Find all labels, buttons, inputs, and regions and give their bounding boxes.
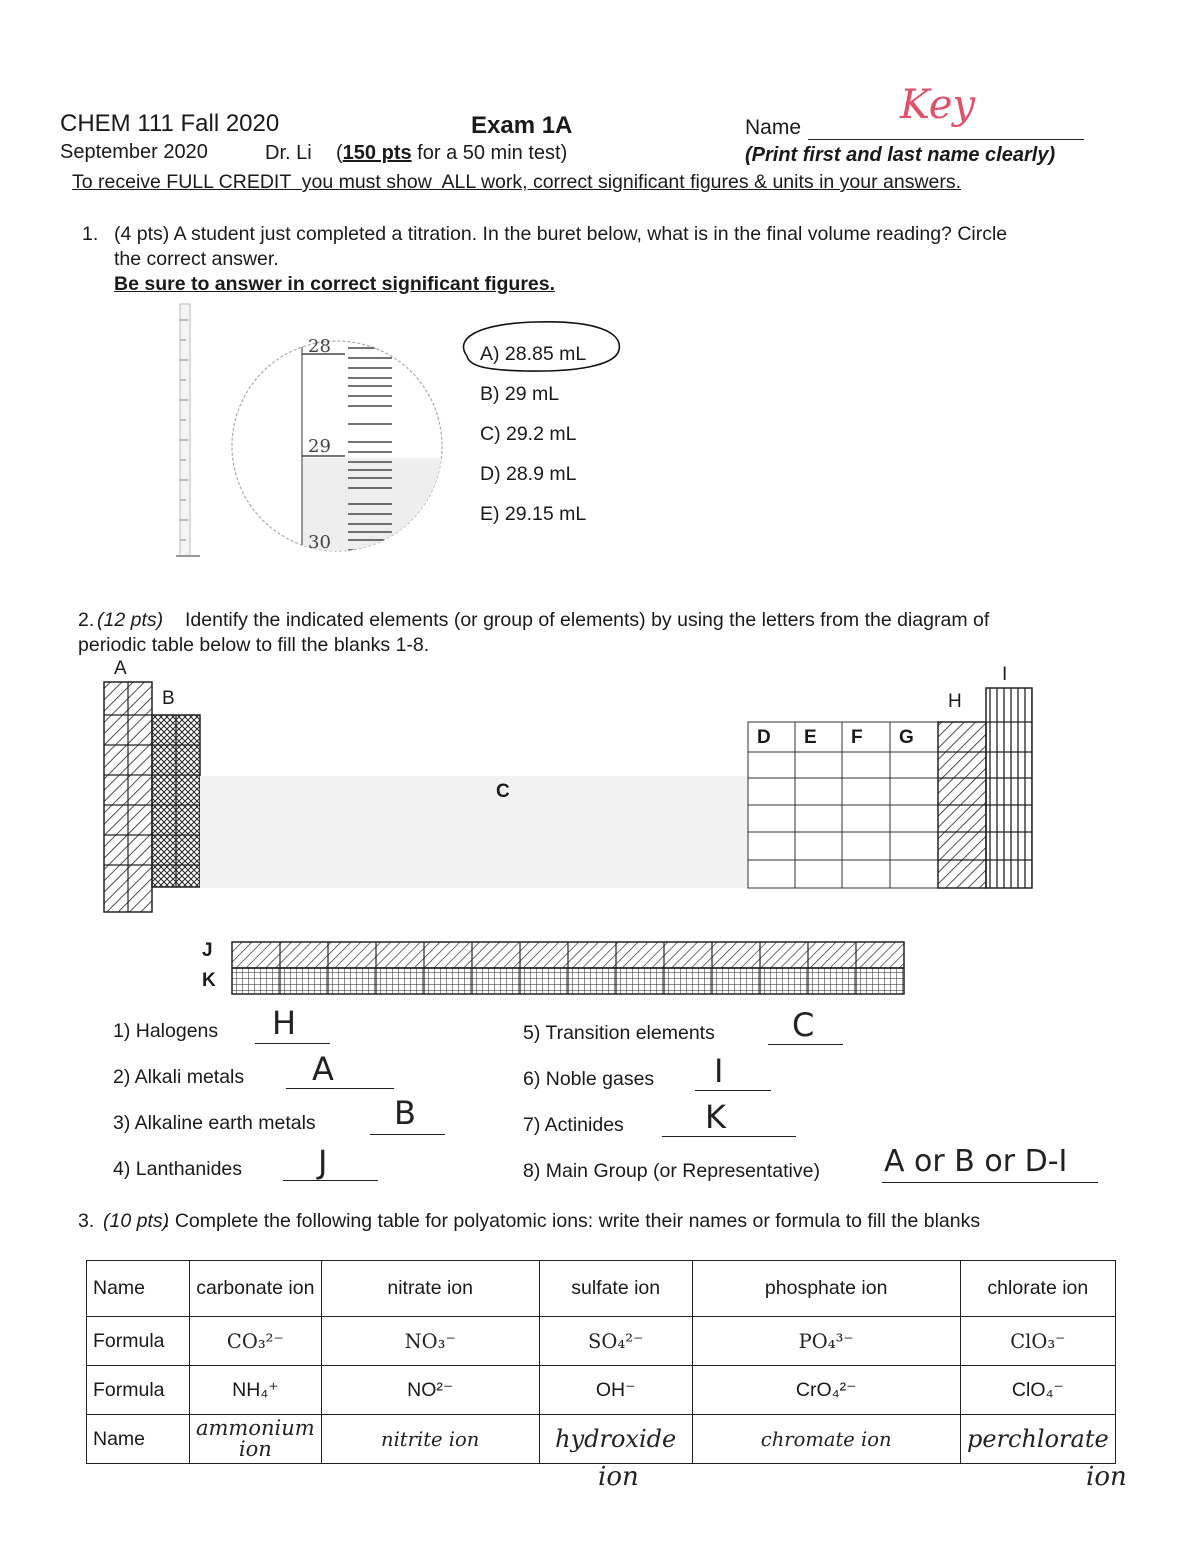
- row-head-formula: Formula: [87, 1366, 190, 1415]
- item-transition-answer[interactable]: C: [792, 1006, 815, 1044]
- buret-label-30: 30: [308, 532, 331, 553]
- q3-number: 3.: [78, 1210, 95, 1232]
- item-halogens-label: 1) Halogens: [113, 1020, 219, 1042]
- name-answer-cell[interactable]: perchlorate: [960, 1415, 1115, 1464]
- hydroxide-ion-overflow: ion: [598, 1462, 639, 1492]
- choice-c[interactable]: C) 29.2 mL: [480, 423, 577, 445]
- table-row: [87, 1261, 1116, 1317]
- item-alkaline-earth-answer[interactable]: B: [394, 1094, 416, 1132]
- buret-label-28: 28: [308, 336, 331, 357]
- exam-title: Exam 1A: [471, 112, 573, 139]
- item-noble-label: 6) Noble gases: [523, 1068, 655, 1090]
- pt-label-e: E: [804, 727, 817, 748]
- perchlorate-ion-overflow: ion: [1086, 1462, 1127, 1492]
- points-note: (150 pts for a 50 min test): [336, 142, 568, 164]
- q2-points: (12 pts): [97, 609, 164, 631]
- item-actinides-blank: [662, 1136, 796, 1137]
- item-transition-blank: [768, 1044, 843, 1045]
- name-answer-cell[interactable]: nitrite ion: [321, 1415, 539, 1464]
- item-alkali-blank: [286, 1088, 394, 1089]
- item-transition-label: 5) Transition elements: [523, 1022, 715, 1044]
- q2-text: Identify the indicated elements (or group of elements) by using the letters from the diagram of periodic table below to fill the blanks 1-8.: [78, 609, 990, 656]
- row-head-name: Name: [87, 1415, 190, 1464]
- name-answer-cell[interactable]: hydroxide: [539, 1415, 692, 1464]
- buret-magnified-view: [230, 318, 445, 558]
- pt-label-g: G: [899, 727, 914, 748]
- formula-answer-cell[interactable]: PO₄³⁻: [692, 1317, 960, 1366]
- table-row: [87, 1415, 1116, 1464]
- buret-label-29: 29: [308, 436, 331, 457]
- ion-name-cell: phosphate ion: [692, 1261, 960, 1317]
- formula-answer-cell[interactable]: NO₃⁻: [321, 1317, 539, 1366]
- item-halogens-answer[interactable]: H: [272, 1004, 297, 1042]
- item-alkaline-earth-label: 3) Alkaline earth metals: [113, 1112, 316, 1134]
- item-lanthanides-label: 4) Lanthanides: [113, 1158, 243, 1180]
- formula-answer-cell[interactable]: CO₃²⁻: [190, 1317, 322, 1366]
- ion-name-cell: sulfate ion: [539, 1261, 692, 1317]
- choice-e[interactable]: E) 29.15 mL: [480, 503, 587, 525]
- instructor: Dr. Li: [265, 142, 312, 164]
- pt-label-a: A: [114, 658, 127, 679]
- row-head-name: Name: [87, 1261, 190, 1317]
- exam-date: September 2020: [60, 141, 208, 163]
- name-value-key: Key: [900, 82, 976, 128]
- row-head-formula: Formula: [87, 1317, 190, 1366]
- pt-label-b: B: [162, 688, 175, 709]
- choice-b[interactable]: B) 29 mL: [480, 383, 560, 405]
- periodic-table-diagram: [98, 660, 1038, 1000]
- q1-text: (4 pts) A student just completed a titration. In the buret below, what is in the final volume reading? Circle the correct answer.: [114, 223, 1008, 270]
- item-main-group-label: 8) Main Group (or Representative): [523, 1160, 820, 1182]
- item-actinides-answer[interactable]: K: [705, 1098, 726, 1136]
- pt-label-h: H: [948, 691, 962, 712]
- formula-cell: CrO₄²⁻: [692, 1366, 960, 1415]
- item-actinides-label: 7) Actinides: [523, 1114, 624, 1136]
- pt-label-f: F: [851, 727, 863, 748]
- q2-number: 2.: [78, 609, 95, 631]
- credit-note: To receive FULL CREDIT you must show ALL work, correct significant figures & units in your answers.: [72, 171, 962, 193]
- formula-answer-cell[interactable]: SO₄²⁻: [539, 1317, 692, 1366]
- formula-cell: OH⁻: [539, 1366, 692, 1415]
- q3-text: . Complete the following table for polyatomic ions: write their names or formula to fill the blanks: [164, 1210, 981, 1232]
- item-main-group-answer[interactable]: A or B or D-I: [884, 1144, 1068, 1179]
- pt-label-c: C: [496, 781, 510, 802]
- q1-emphasis: Be sure to answer in correct significant figures.: [114, 273, 556, 295]
- pt-label-j: J: [202, 940, 213, 961]
- pt-label-k: K: [202, 970, 216, 991]
- name-line: [808, 139, 1084, 140]
- item-noble-blank: [695, 1090, 771, 1091]
- print-note: (Print first and last name clearly): [745, 144, 1056, 166]
- formula-cell: NH₄⁺: [190, 1366, 322, 1415]
- q1-number: 1.: [82, 223, 99, 245]
- item-alkaline-earth-blank: [370, 1134, 445, 1135]
- choice-a[interactable]: A) 28.85 mL: [480, 343, 587, 365]
- table-row: [87, 1317, 1116, 1366]
- item-alkali-label: 2) Alkali metals: [113, 1066, 245, 1088]
- pt-label-d: D: [757, 727, 771, 748]
- name-answer-cell[interactable]: chromate ion: [692, 1415, 960, 1464]
- ion-name-cell: carbonate ion: [190, 1261, 322, 1317]
- item-main-group-blank: [882, 1182, 1098, 1183]
- name-answer-cell[interactable]: ammonium ion: [190, 1415, 322, 1464]
- polyatomic-ion-table: [86, 1260, 1116, 1464]
- table-row: [87, 1366, 1116, 1415]
- formula-answer-cell[interactable]: ClO₃⁻: [960, 1317, 1115, 1366]
- formula-cell: ClO₄⁻: [960, 1366, 1115, 1415]
- q3-points: (10 pts): [103, 1210, 170, 1232]
- course-title: CHEM 111 Fall 2020: [60, 110, 280, 137]
- item-noble-answer[interactable]: I: [714, 1052, 724, 1090]
- ion-name-cell: chlorate ion: [960, 1261, 1115, 1317]
- choice-d[interactable]: D) 28.9 mL: [480, 463, 577, 485]
- item-lanthanides-answer[interactable]: J: [318, 1143, 328, 1181]
- formula-cell: NO²⁻: [321, 1366, 539, 1415]
- item-halogens-blank: [255, 1043, 330, 1044]
- item-lanthanides-blank: [283, 1180, 378, 1181]
- name-label: Name: [745, 116, 802, 139]
- item-alkali-answer[interactable]: A: [312, 1050, 334, 1088]
- pt-label-i: I: [1002, 664, 1008, 685]
- ion-name-cell: nitrate ion: [321, 1261, 539, 1317]
- buret-strip: [168, 300, 208, 562]
